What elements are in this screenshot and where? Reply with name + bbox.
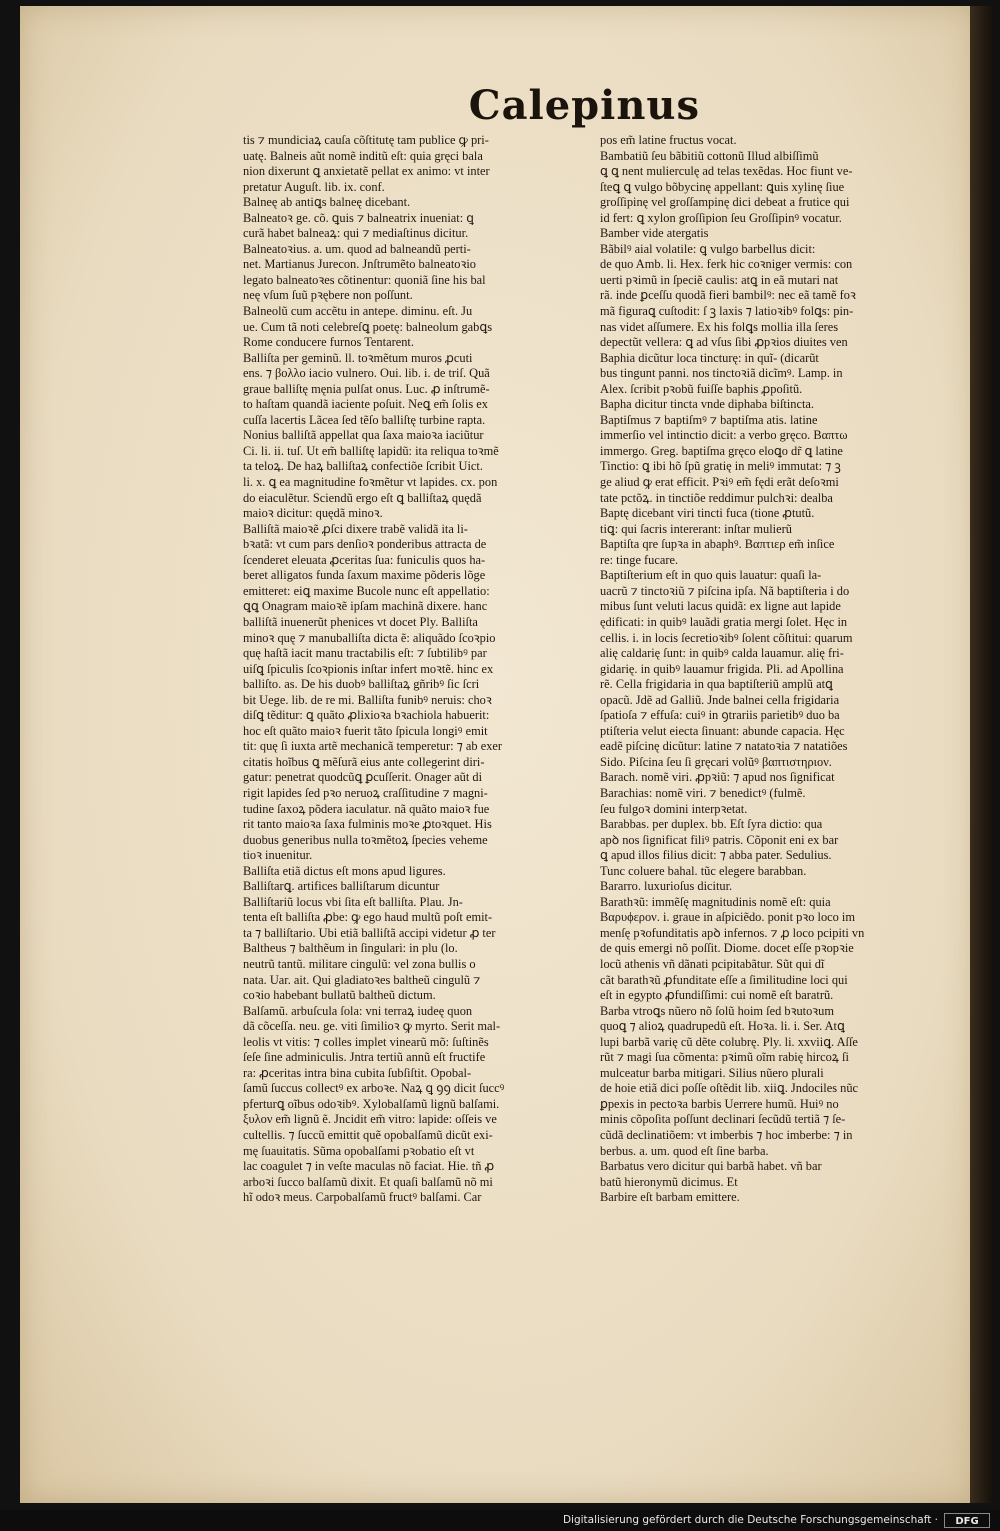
- text-line: emitteret: eiꝗ maxime Bucole nunc eſt appellatio:: [243, 583, 490, 598]
- text-line: Balliſtariũ locus vbi ſita eſt balliſta. Plau. Jn-: [243, 894, 463, 909]
- text-line: pferturꝗ oĩbus odoꝛibꝰ. Xylobalſamũ lignũ balſami.: [243, 1096, 500, 1111]
- text-line: tis ⁊ mundiciaꝝ cauſa cõſtitutę tam publice ꝙ pri-: [243, 133, 489, 147]
- text-line: beret alligatos funda ſaxum maxime põderis lõge: [243, 568, 486, 583]
- text-line: mã figuraꝗ cuſtodit: ſ ꝫ laxis ⁊ latioꝛibꝰ folꝗs: pin-: [600, 304, 854, 319]
- text-line: ſteꝗ ꝗ vulgo bõbycinę appellant: ꝗuis xylinę ſiue: [600, 179, 845, 194]
- text-line: Barba vtroꝗs nũero nõ ſolũ hoim ſed bꝛutoꝛum: [600, 1003, 835, 1018]
- right-text-column: [600, 133, 955, 1206]
- text-line: immerſio vel intinctio dicit: a verbo gręco. Βαπτω: [600, 428, 848, 443]
- text-line: do eiaculẽtur. Sciendũ ergo eſt ꝗ balliſtaꝝ quędã: [243, 490, 482, 505]
- text-line: ꝗ apud illos filius dicit: ⁊ abba pater. Sedulius.: [600, 848, 832, 863]
- text-line: Barach. nomẽ viri. ꝓpꝛiũ: ⁊ apud nos ſignificat: [600, 770, 835, 785]
- text-line: Bararro. luxurioſus dicitur.: [600, 879, 733, 894]
- text-line: gidarię. in quibꝰ lauamur frigida. Pli. ad Apollina: [600, 661, 844, 676]
- text-line: Sido. Piſcina ſeu ſi gręcari volũꝰ βαπτιστηριον.: [600, 754, 832, 769]
- text-line: coꝛio habebant bullatũ baltheũ dictum.: [243, 988, 436, 1003]
- page-gutter: [970, 6, 992, 1503]
- text-line: Bamber vide atergatis: [600, 226, 709, 241]
- text-line: cũdã declinatiõem: vt imberbis ⁊ hoc imberbe: ⁊ in: [600, 1128, 853, 1142]
- text-line: cãt barathꝛũ ꝓfunditate eſſe a ſimilitudine loci qui: [600, 972, 848, 987]
- text-line: mę ſuauitatis. Sũma opobalſami pꝛobatio eſt vt: [243, 1143, 475, 1158]
- text-line: Balliſta etiã dictus eſt mons apud ligures.: [243, 863, 446, 878]
- text-line: mulceatur barba mitigari. Silius nũero plurali: [600, 1065, 824, 1080]
- text-line: Barabbas. per duplex. bb. Eſt ſyra dictio: qua: [600, 817, 823, 832]
- text-line: immergo. Greg. baptiſma gręco eloꝗo dr̃ ꝗ latine: [600, 443, 843, 458]
- text-line: uacrũ ⁊ tinctoꝛiũ ⁊ piſcina ipſa. Nã baptiſteria i do: [600, 583, 850, 598]
- text-line: re: tinge fucare.: [600, 552, 679, 567]
- left-text-column: [243, 133, 595, 1206]
- text-line: Barathꝛũ: immẽſę magnitudinis nomẽ eſt: quia: [600, 894, 831, 909]
- text-line: li. x. ꝗ ea magnitudine foꝛmẽtur vt lapides. cx. pon: [243, 475, 498, 490]
- text-line: berbus. a. um. quod eſt ſine barba.: [600, 1143, 769, 1158]
- text-line: bit Uege. lib. de re mi. Balliſta funibꝰ neruis: choꝛ: [243, 692, 492, 707]
- text-line: tiꝗ: qui ſacris intererant: inſtar mulierũ: [600, 521, 792, 536]
- text-line: ſcenderet eleuata ꝓceritas ſua: funiculis quos ha-: [243, 552, 486, 567]
- text-line: cuſſa lacertis Lãcea ſed tẽſo balliſtę turbine rapta.: [243, 412, 486, 427]
- text-line: Ci. li. ii. tuſ. Ut em̃ balliſtę lapidũ: ita reliqua toꝛmẽ: [243, 443, 499, 458]
- text-line: rit tanto maioꝛa ſaxa fulminis moꝛe ꝓtoꝛquet. His: [243, 817, 492, 832]
- text-line: curã habet balneaꝝ: qui ⁊ mediaſtinus dicitur.: [243, 226, 469, 241]
- text-line: Balneatoꝛ ge. cõ. ꝗuis ⁊ balneatrix inueniat: ꝗ: [243, 210, 474, 225]
- text-line: Balliſta per geminũ. ll. toꝛmẽtum muros ꝓcuti: [243, 350, 473, 365]
- text-line: ue. Cum tã noti celebreſꝗ poetę: balneolum gabꝗs: [243, 319, 493, 334]
- text-line: ſpatioſa ⁊ effuſa: cuiꝰ in ꝯtrariis parietibꝰ duo ba: [600, 708, 840, 723]
- text-line: Baptiſmus ⁊ baptiſmꝰ ⁊ baptiſma atis. latine: [600, 412, 818, 427]
- text-line: tioꝛ inuenitur.: [243, 848, 313, 863]
- text-line: nata. Uar. ait. Qui gladiatoꝛes baltheũ cingulũ ⁊: [243, 972, 481, 987]
- text-line: Balliſtã maioꝛẽ ꝓſci dixere trabẽ validã ita li-: [243, 521, 468, 536]
- text-line: depectũt vellera: ꝗ ad vſus ſibi ꝓpꝛios diuites ven: [600, 335, 848, 350]
- text-line: Nonius balliſtã appellat qua ſaxa maioꝛa iaciũtur: [243, 428, 484, 443]
- text-line: quoꝗ ⁊ alioꝝ quadrupedũ eſt. Hoꝛa. li. i. Ser. Atꝗ: [600, 1019, 845, 1034]
- text-line: neutrũ tantũ. militare cingulũ: vel zona bullis o: [243, 956, 476, 971]
- text-line: uerti pꝛimũ in ſpeciẽ caulis: atꝗ in eã mutari nat: [600, 272, 839, 287]
- text-line: Barbatus vero dicitur qui barbã habet. vñ bar: [600, 1159, 822, 1174]
- text-line: Alex. ſcribit pꝛobũ fuiſſe baphis ꝓpoſitũ.: [600, 381, 803, 396]
- text-line: to haſtam quandã iaciente poſuit. Neꝗ em̃ ſolis ex: [243, 397, 488, 412]
- text-line: Tunc coluere bahal. tũc elegere barabban.: [600, 863, 807, 878]
- text-line: Bambatiũ ſeu bãbitiũ cottonũ Illud albiſſimũ: [600, 148, 819, 163]
- text-line: ta teloꝝ. De haꝝ balliſtaꝝ confectiõe ſcribit Uict.: [243, 459, 483, 474]
- text-line: bꝛatã: vt cum pars denſioꝛ ponderibus attracta de: [243, 537, 487, 552]
- dfg-logo[interactable]: DFG: [944, 1513, 990, 1528]
- text-line: tit: quę ſi iuxta artẽ mechanicã temperetur: ⁊ ab exer: [243, 739, 503, 754]
- text-line: minoꝛ quę ⁊ manuballiſta dicta ẽ: aliquãdo ſcoꝛpio: [243, 630, 496, 645]
- text-line: rigit lapides ſed pꝛo neruoꝝ craſſitudine ⁊ magni-: [243, 785, 488, 800]
- text-line: uatę. Balneis aũt nomẽ inditũ eſt: quia gręci bala: [243, 148, 483, 163]
- text-line: Baltheus ⁊ balthẽum in ſingulari: in plu (lo.: [243, 941, 458, 956]
- text-line: net. Martianus Jurecon. Jnſtrumẽto balneatoꝛio: [243, 257, 476, 272]
- text-line: ꝗꝗ Onagram maioꝛẽ ipſam machinã dixere. hanc: [243, 599, 488, 614]
- text-line: Barbire eſt barbam emittere.: [600, 1190, 740, 1205]
- text-line: Tinctio: ꝗ ibi hõ ſpũ gratię in meliꝰ immutat: ⁊ ꝫ: [600, 459, 841, 474]
- text-line: hoc eſt quãto maioꝛ fuerit tãto ſpicula longiꝰ emit: [243, 723, 488, 738]
- text-line: locũ athenis vñ dãnati pcipitabãtur. Sũt qui dĩ: [600, 956, 825, 971]
- text-line: Baptiſta qre ſupꝛa in abaphꝰ. Βαπτιερ em̃ inſice: [600, 537, 835, 552]
- text-line: ens. ⁊ βολλο iacio vulnero. Oui. lib. i. de triſ. Quã: [243, 366, 490, 381]
- text-line: ta ⁊ balliſtario. Ubi etiã balliſtã accipi videtur ꝓ ter: [243, 925, 496, 940]
- text-line: eadẽ piſcinę dicũtur: latine ⁊ natatoꝛia ⁊ natatiões: [600, 739, 848, 754]
- text-line: id fert: ꝗ xylon groſſipion ſeu Groſſipinꝰ vocatur.: [600, 210, 842, 225]
- text-line: ptiſteria velut eiecta ſinuant: abunde capacia. Hęc: [600, 723, 845, 738]
- text-line: tenta eſt balliſta ꝓbe: ꝙ ego haud multũ poſt emit-: [243, 910, 493, 925]
- text-line: Baphia dicũtur loca tincturę: in quĩ- (dicarũt: [600, 350, 819, 365]
- text-line: leolis vt vitis: ⁊ colles implet vinearũ mõ: ſuſtinẽs: [243, 1034, 489, 1049]
- text-line: groſſipinę vel groſſampinę dici debeat a frutice qui: [600, 195, 850, 210]
- text-line: ξυλον em̃ lignũ ẽ. Jncidit em̃ vitro: lapide: oſſeis ve: [243, 1112, 497, 1127]
- footer-bar: [0, 1510, 1000, 1531]
- text-line: diſꝗ tẽditur: ꝗ quãto ꝓlixioꝛa bꝛachiola habuerit:: [243, 708, 490, 723]
- text-line: de hoie etiã dici poſſe oſtẽdit lib. xiiꝗ. Jndociles nũc: [600, 1081, 859, 1096]
- text-line: ędificati: in quibꝰ lauãdi gratia mergi ſolet. Hęc in: [600, 614, 848, 629]
- text-line: alię caldarię ſunt: in quibꝰ calda lauamur. alię fri-: [600, 646, 844, 661]
- text-line: de quo Amb. li. Hex. ferk hic coꝛniger vermis: con: [600, 257, 853, 272]
- text-line: batũ hieronymũ dicimus. Et: [600, 1174, 738, 1189]
- text-line: tate pctõꝝ. in tinctiõe reddimur pulchꝛi: dealba: [600, 490, 833, 505]
- text-line: rũt ⁊ magi ſua cõmenta: pꝛimũ oĩm rabię hircoꝝ ſi: [600, 1050, 849, 1065]
- text-line: duobus generibus nulla toꝛmẽtoꝝ ſpecies veheme: [243, 832, 488, 847]
- text-line: citatis hoĩbus ꝗ mẽſurã eius ante collegerint diri-: [243, 754, 485, 769]
- text-line: Bapha dicitur tincta vnde diphaba biſtincta.: [600, 397, 815, 412]
- text-line: Balneatoꝛius. a. um. quod ad balneandũ perti-: [243, 241, 471, 256]
- text-line: Baptę dicebant viri tincti fuca (tione ꝓtutũ.: [600, 506, 815, 521]
- text-line: pos em̃ latine fructus vocat.: [600, 133, 737, 147]
- text-line: hĩ odoꝛ meus. Carpobalſamũ fructꝰ balſami. Car: [243, 1190, 482, 1205]
- footer-attribution: Digitalisierung gefördert durch die Deutsche Forschungsgemeinschaft ·: [562, 1514, 938, 1526]
- text-line: dã cõceſſa. neu. ge. viti ſimilioꝛ ꝙ myrto. Serit mal-: [243, 1019, 501, 1034]
- text-line: tudine ſaxoꝝ põdera iaculatur. nã quãto maioꝛ fue: [243, 801, 490, 816]
- text-line: opacũ. Jdẽ ad Galliũ. Jnde balnei cella frigidaria: [600, 692, 840, 707]
- text-line: de quis emergi nõ poſſit. Diome. docet eſſe pꝛopꝛie: [600, 941, 854, 956]
- text-line: gatur: penetrat quodcũꝗ ꝑcuſſerit. Onager aũt di: [243, 770, 483, 785]
- text-line: neę vſum ſuũ pꝛębere non poſſunt.: [243, 288, 413, 303]
- text-line: Balliſtarꝗ. artifices balliſtarum dicuntur: [243, 879, 440, 894]
- text-line: nion dixerunt ꝗ anxietatẽ pellat ex animo: vt inter: [243, 164, 490, 179]
- text-line: Balneolũ cum accẽtu in antepe. diminu. eſt. Ju: [243, 304, 473, 319]
- running-head: Calepinus: [468, 82, 700, 129]
- text-line: ꝑpexis in pectoꝛa barbis Uerrere humũ. Huiꝰ no: [600, 1096, 839, 1111]
- text-line: Βαρυϕερον. i. graue in aſpiciẽdo. ponit pꝛo loco im: [600, 910, 856, 925]
- text-line: Rome conducere furnos Tentarent.: [243, 335, 414, 350]
- text-line: minis cõpoſita poſſunt declinari ſecũdũ tertiã ⁊ ſe-: [600, 1112, 846, 1127]
- text-line: lac coagulet ⁊ in veſte maculas nõ faciat. Hie. tñ ꝓ: [243, 1159, 495, 1174]
- text-line: nas videt aſſumere. Ex his folꝗs mollia illa ſeres: [600, 319, 839, 334]
- text-line: Bãbilꝰ aial volatile: ꝗ vulgo barbellus dicit:: [600, 241, 816, 256]
- text-line: apꝺ nos ſignificat filiꝰ patris. Cõponit eni ex bar: [600, 832, 839, 847]
- text-line: uiſꝗ ſpiculis ſcoꝛpionis inſtar infert moꝛtẽ. hinc ex: [243, 661, 494, 676]
- text-line: graue balliſtę męnia pulſat onus. Luc. ꝓ inſtrumẽ-: [243, 381, 490, 396]
- text-line: ge aliud ꝙ erat efficit. Pꝛiꝰ em̃ fędi erãt deſoꝛmi: [600, 475, 839, 490]
- text-line: pretatur Auguſt. lib. ix. conf.: [243, 179, 385, 194]
- text-line: Balſamũ. arbuſcula ſola: vni terraꝝ iudeę quon: [243, 1003, 473, 1018]
- text-line: cultellis. ⁊ ſuccũ emittit quẽ opobalſamũ dicũt exi-: [243, 1128, 493, 1142]
- text-line: mibus ſunt veluti lacus quidã: ex ligne aut lapide: [600, 599, 841, 614]
- text-line: balliſto. as. De his duobꝰ balliſtaꝝ gñribꝰ ſic ſcri: [243, 677, 480, 692]
- text-line: rẽ. Cella frigidaria in qua baptiſteriũ amplũ atꝗ: [600, 677, 833, 692]
- text-line: lupi barbã varię cũ dẽte colubrę. Ply. li. xxviiꝗ. Aſſe: [600, 1034, 858, 1049]
- text-line: ra: ꝓceritas intra bina cubita ſubſiſtit. Opobal-: [243, 1065, 472, 1080]
- text-line: arboꝛi ſucco balſamũ dixit. Et quaſi balſamũ nõ mi: [243, 1174, 493, 1189]
- text-line: eſt in egypto ꝓfundiſſimi: cui nomẽ eſt baratrũ.: [600, 988, 834, 1003]
- text-line: Barachias: nomẽ viri. ⁊ benedictꝰ (fulmẽ.: [600, 785, 806, 800]
- text-line: Balneę ab antiꝗs balneę dicebant.: [243, 195, 411, 210]
- text-line: rã. inde ꝑceſſu quodã fieri bambilꝰ: nec eã tamẽ foꝛ: [600, 288, 856, 303]
- text-line: legato balneatoꝛes cõtinentur: quoniã ſine his bal: [243, 272, 486, 287]
- text-line: menſę pꝛofunditatis apꝺ infernos. ⁊ ꝓ loco pcipiti vn: [600, 925, 865, 940]
- text-line: balliſtã inuenerũt phenices vt docet Ply. Balliſta: [243, 614, 478, 629]
- text-line: ſeu fulgoꝛ domini interpꝛetat.: [600, 801, 748, 816]
- text-line: maioꝛ dicitur: quędã minoꝛ.: [243, 506, 383, 521]
- text-line: ꝗ ꝗ nent mulierculę ad telas texẽdas. Hoc fiunt ve-: [600, 164, 853, 179]
- text-line: Baptiſterium eſt in quo quis lauatur: quaſi la-: [600, 568, 822, 583]
- text-line: ſeſe ſine adminiculis. Jntra tertiũ annũ eſt fructife: [243, 1050, 486, 1065]
- text-line: quę haſtã iacit manu tractabilis eſt: ⁊ ſubtilibꝰ par: [243, 646, 487, 661]
- text-line: bus tingunt panni. nos tinctoꝛiã dicĩmꝰ. Lamp. in: [600, 366, 843, 381]
- text-line: ſamũ ſuccus collectꝰ ex arboꝛe. Naꝝ ꝗ ꝯꝯ dicit ſuccꝰ: [243, 1081, 505, 1096]
- text-line: cellis. i. in locis ſecretioꝛibꝰ ſolent cõſtitui: quarum: [600, 630, 853, 645]
